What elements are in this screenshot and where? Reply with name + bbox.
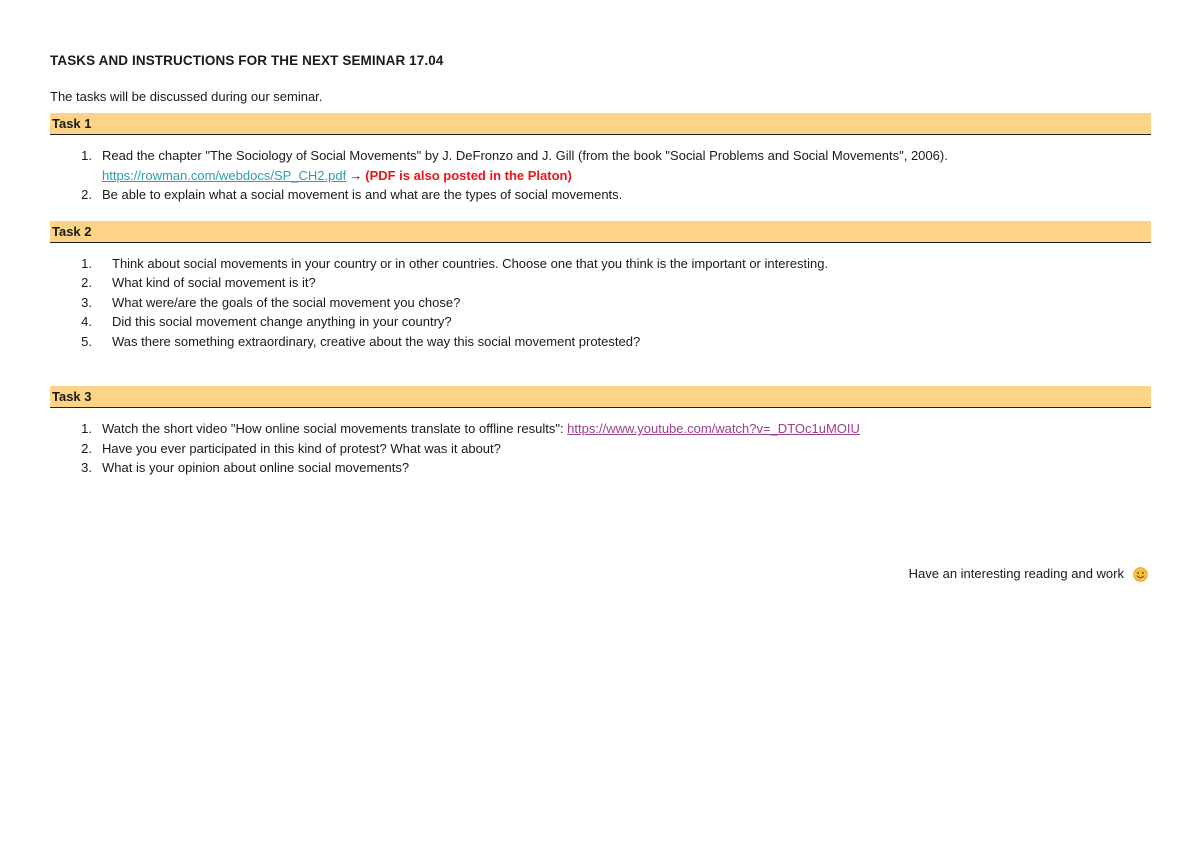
list-item — [81, 185, 1151, 205]
list-number: 2. — [81, 187, 92, 202]
task-1-list — [50, 146, 1151, 205]
list-item-text: What were/are the goals of the social movement you chose? — [112, 294, 461, 310]
list-number: 1. — [81, 421, 92, 436]
task-1-section — [50, 113, 1151, 205]
list-number: 1. — [81, 255, 92, 271]
list-item-text: What kind of social movement is it? — [112, 275, 316, 290]
pdf-link[interactable]: https://rowman.com/webdocs/SP_CH2.pdf — [102, 167, 347, 183]
task-2-list — [50, 254, 1151, 352]
list-item — [81, 273, 1151, 293]
list-item-text: Think about social movements in your country or in other countries. Choose one that you think is the important or interesting. — [112, 255, 829, 271]
document-page — [50, 52, 1151, 494]
list-item-text: What is your opinion about online social movements? — [102, 460, 410, 475]
list-number: 5. — [81, 333, 92, 349]
task-3-list — [50, 419, 1151, 478]
list-item-text: Read the chapter "The Sociology of Social Movements" by J. DeFronzo and J. Gill (from the book "Social Problems and Social Movements", 2006). — [102, 148, 948, 163]
arrow-right-icon: → — [349, 167, 363, 183]
youtube-link[interactable]: https://www.youtube.com/watch?v=_DTOc1uMOIU — [567, 421, 860, 436]
list-number: 4. — [81, 314, 92, 329]
list-item — [81, 254, 1151, 274]
list-item — [81, 332, 1151, 352]
closing-text: Have an interesting reading and work — [908, 566, 1124, 581]
list-item — [81, 419, 1151, 439]
task-2-header: Task 2 — [50, 221, 1151, 243]
list-item-text: Be able to explain what a social movement is and what are the types of social movements. — [102, 187, 623, 202]
list-number: 1. — [81, 148, 92, 163]
list-item-text: Have you ever participated in this kind of protest? What was it about? — [102, 440, 501, 456]
page-title: TASKS AND INSTRUCTIONS FOR THE NEXT SEMINAR 17.04 — [50, 53, 444, 68]
list-number: 3. — [81, 294, 92, 310]
list-item-text: Was there something extraordinary, creative about the way this social movement protested? — [112, 333, 641, 349]
list-number: 2. — [81, 440, 92, 456]
task-1-header: Task 1 — [50, 113, 1151, 135]
list-item — [81, 439, 1151, 459]
smiling-face-icon — [1133, 567, 1148, 582]
pdf-note: (PDF is also posted in the Platon) — [365, 167, 572, 183]
list-item-text: Did this social movement change anything in your country? — [112, 314, 452, 329]
list-number: 3. — [81, 460, 92, 475]
list-item — [81, 312, 1151, 332]
closing-message — [909, 564, 1148, 584]
intro-text: The tasks will be discussed during our seminar. — [50, 89, 323, 104]
list-item-text: Watch the short video "How online social movements translate to offline results": — [102, 421, 568, 436]
task-3-section — [50, 386, 1151, 478]
list-item — [81, 146, 1151, 185]
task-3-header: Task 3 — [50, 386, 1151, 408]
task-2-section — [50, 221, 1151, 352]
list-item — [81, 293, 1151, 313]
list-item — [81, 458, 1151, 478]
list-number: 2. — [81, 275, 92, 290]
